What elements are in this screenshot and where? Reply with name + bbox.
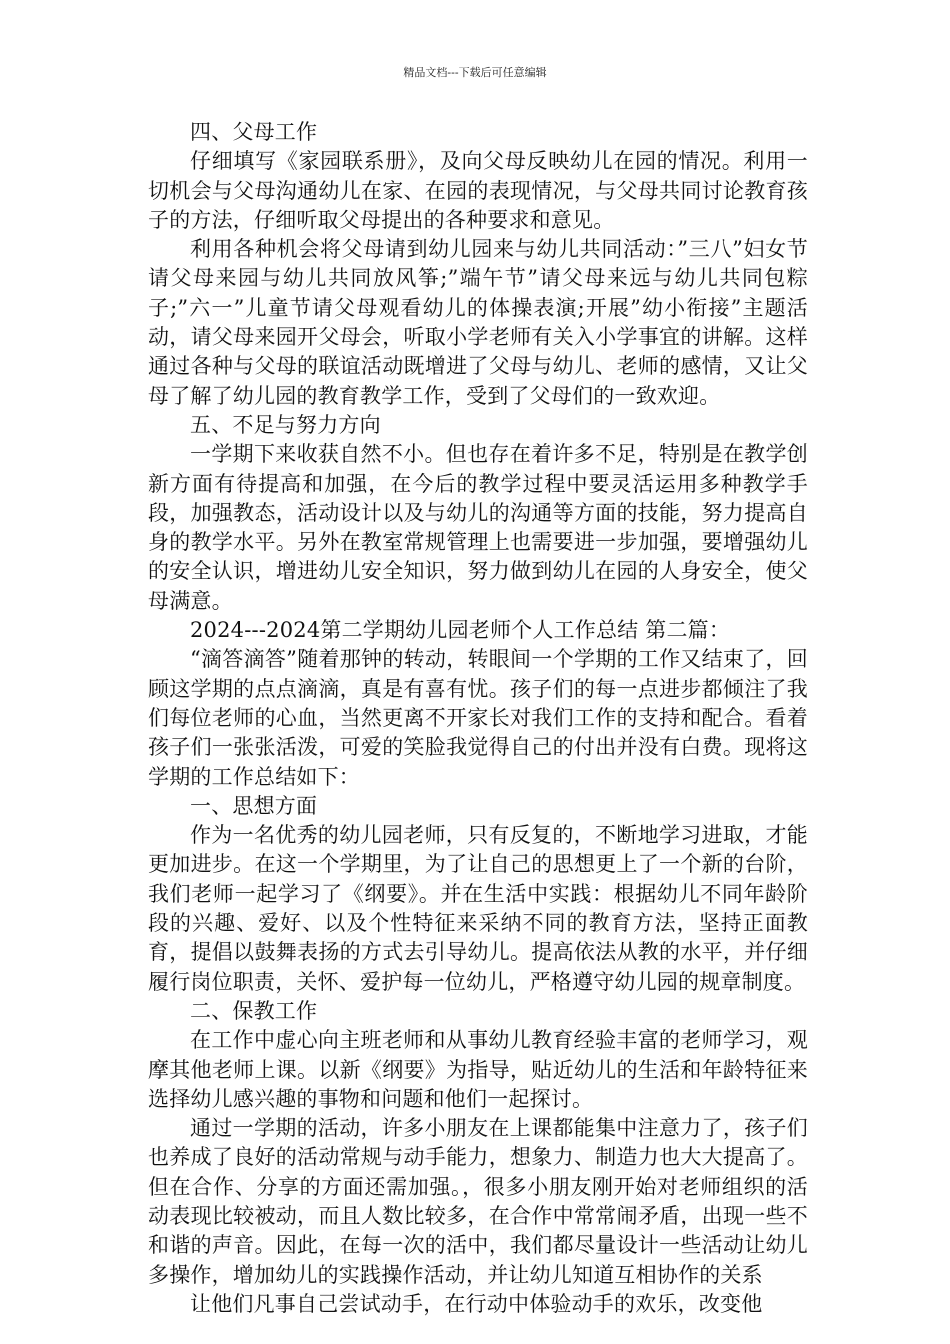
- heading-care-education: 二、保教工作: [190, 998, 318, 1023]
- paragraph: 通过一学期的活动，许多小朋友在上课都能集中注意力了，孩子们也养成了良好的活动常规与动手能力，想象力、制造力也大大提高了。但在合作、分享的方面还需加强。，很多小朋友刚开始对老师组织的活动表现比较被动，而且人数比较多，在合作中常常闹矛盾，出现一些不和谐的声音。因此，在每一次的活中，我们都尽量设计一些活动让幼儿多操作，增加幼儿的实践操作活动，并让幼儿知道互相协作的关系: [148, 1116, 808, 1287]
- document-body: [148, 118, 808, 1319]
- page-header: 精品文档---下载后可任意编辑: [403, 66, 547, 79]
- paragraph: 作为一名优秀的幼儿园老师，只有反复的，不断地学习进取，才能更加进步。在这一个学期里，为了让自己的思想更上了一个新的台阶，我们老师一起学习了《纲要》。并在生活中实践：根据幼儿不同年龄阶段的兴趣、爱好、以及个性特征来采纳不同的教育方法，坚持正面教育，提倡以鼓舞表扬的方式去引导幼儿。提高依法从教的水平，并仔细履行岗位职责，关怀、爱护每一位幼儿，严格遵守幼儿园的规章制度。: [148, 823, 808, 994]
- paragraph: 在工作中虚心向主班老师和从事幼儿教育经验丰富的老师学习，观摩其他老师上课。以新《纲要》为指导，贴近幼儿的生活和年龄特征来选择幼儿感兴趣的事物和问题和他们一起探讨。: [148, 1028, 808, 1111]
- paragraph: 仔细填写《家园联系册》，及向父母反映幼儿在园的情况。利用一切机会与父母沟通幼儿在家、在园的表现情况，与父母共同讨论教育孩子的方法，仔细听取父母提出的各种要求和意见。: [148, 149, 808, 232]
- paragraph: 一学期下来收获自然不小。但也存在着许多不足，特别是在教学创新方面有待提高和加强，在今后的教学过程中要灵活运用多种教学手段，加强教态，活动设计以及与幼儿的沟通等方面的技能，努力提高自身的教学水平。另外在教室常规管理上也需要进一步加强，要增强幼儿的安全认识，增进幼儿安全知识，努力做到幼儿在园的人身安全，使父母满意。: [148, 442, 808, 613]
- paragraph: 让他们凡事自己尝试动手，在行动中体验动手的欢乐，改变他: [190, 1291, 763, 1316]
- heading-thought: 一、思想方面: [190, 793, 318, 818]
- heading-shortcomings: 五、不足与努力方向: [190, 412, 381, 437]
- heading-parents-work: 四、父母工作: [190, 120, 318, 144]
- section-title-second-article: 2024---2024第二学期幼儿园老师个人工作总结 第二篇：: [190, 618, 731, 643]
- paragraph: 利用各种机会将父母请到幼儿园来与幼儿共同活动：”三八”妇女节请父母来园与幼儿共同放风筝;”端午节”请父母来远与幼儿共同包粽子;”六一”儿童节请父母观看幼儿的体操表演;开展”幼小衔接”主题活动，请父母来园开父母会，听取小学老师有关入小学事宜的讲解。这样通过各种与父母的联谊活动既增进了父母与幼儿、老师的感情，又让父母了解了幼儿园的教育教学工作，受到了父母们的一致欢迎。: [148, 237, 808, 408]
- paragraph: “滴答滴答”随着那钟的转动，转眼间一个学期的工作又结束了，回顾这学期的点点滴滴，真是有喜有忧。孩子们的每一点进步都倾注了我们每位老师的心血，当然更离不开家长对我们工作的支持和配合。看着孩子们一张张活泼，可爱的笑脸我觉得自己的付出并没有白费。现将这学期的工作总结如下：: [148, 647, 808, 789]
